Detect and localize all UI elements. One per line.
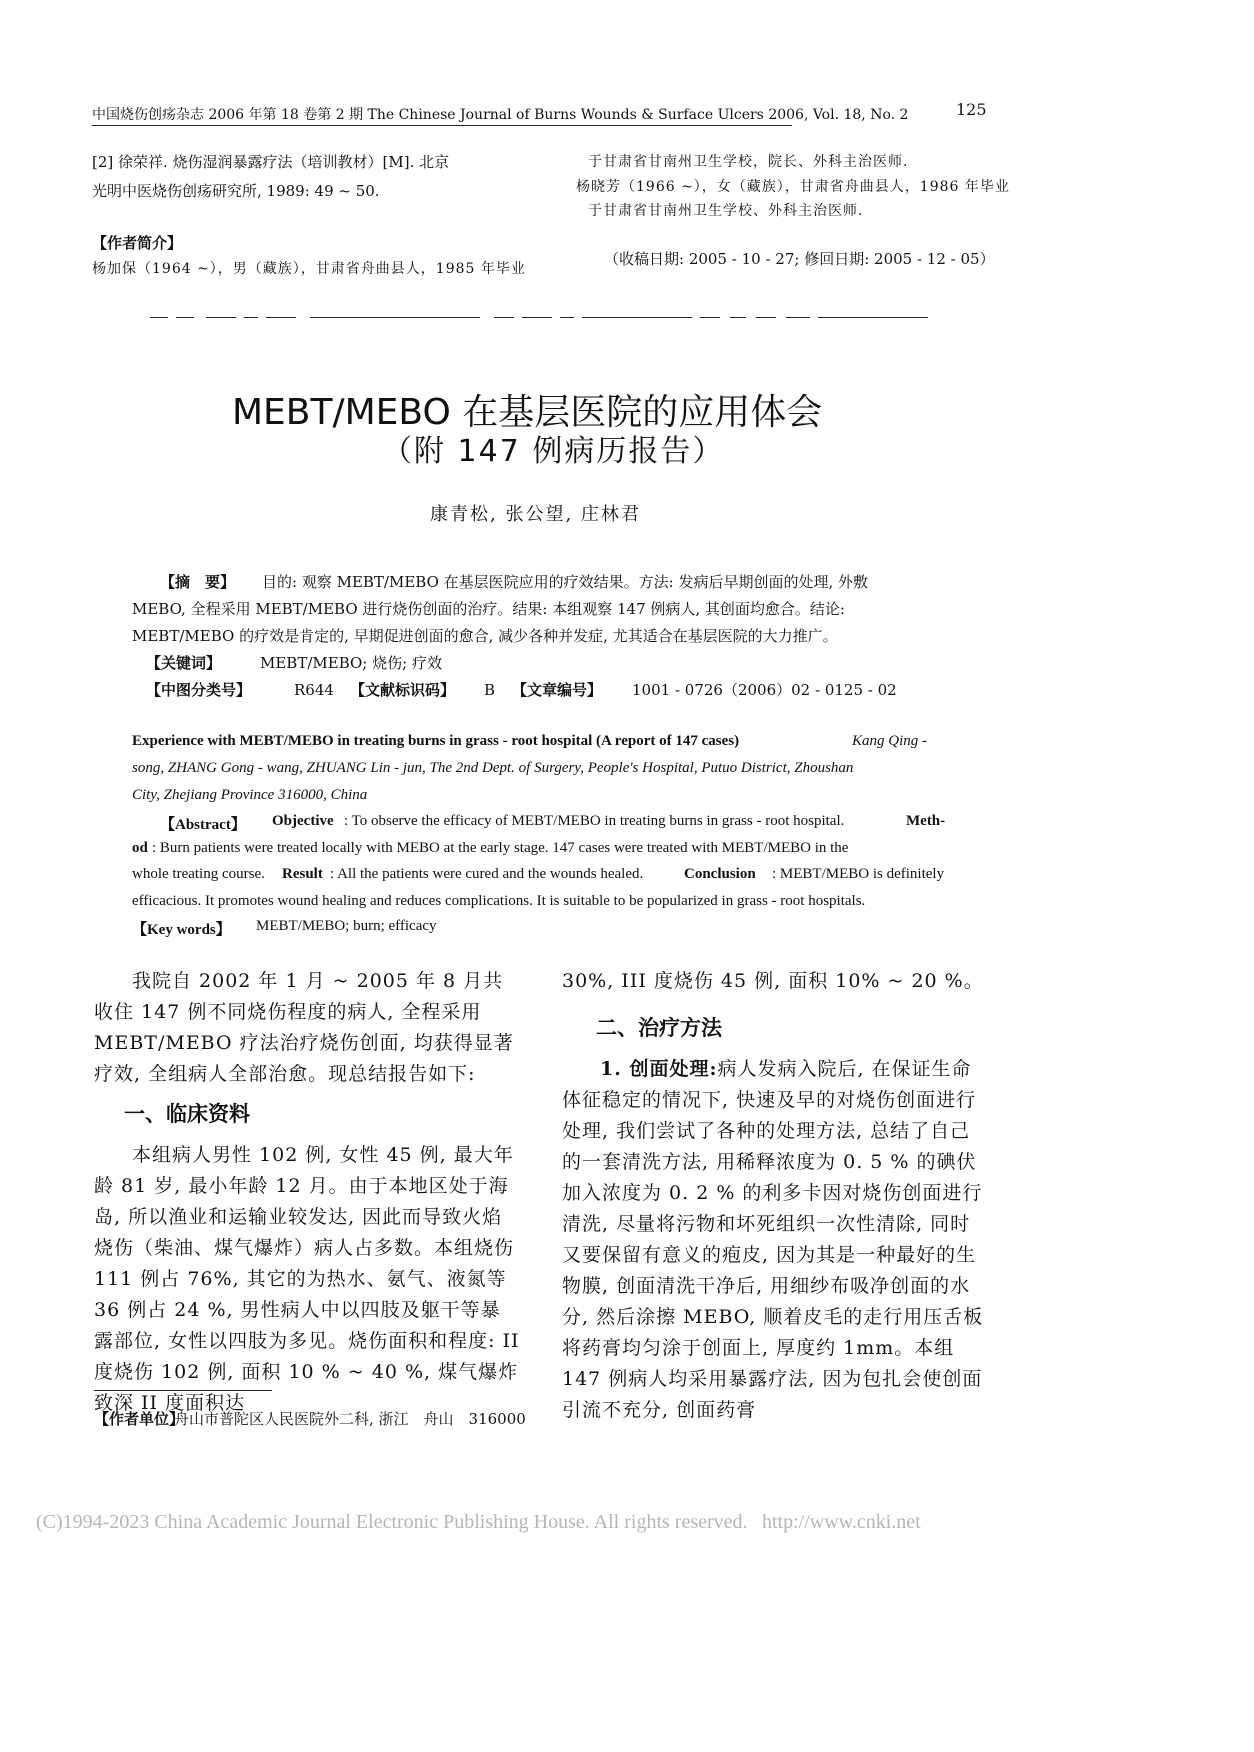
section-heading-clinical: 一、临床资料 <box>124 1102 250 1126</box>
en-method-cont: whole treating course. <box>132 866 265 882</box>
header-underline <box>92 125 792 126</box>
cnki-url[interactable]: http://www.cnki.net <box>762 1511 921 1533</box>
article-title: MEBT/MEBO 在基层医院的应用体会 <box>232 392 823 433</box>
article-subtitle: （附 147 例病历报告） <box>382 434 725 469</box>
body-intro-paragraph: 我院自 2002 年 1 月 ~ 2005 年 8 月共收住 147 例不同烧伤程度的病人, 全程采用 MEBT/MEBO 疗法治疗烧伤创面, 均获得显著疗效, 全组病人全部治愈。现总结报告如下: <box>94 970 514 1085</box>
abstract-cn-line3: MEBT/MEBO 的疗效是肯定的, 早期促进创面的愈合, 减少各种并发症, 尤其适合在基层医院的大力推广。 <box>132 627 838 645</box>
en-affiliation-line1: song, ZHANG Gong - wang, ZHUANG Lin - jun, The 2nd Dept. of Surgery, People's Hospital, Putuo District, Zhoushan <box>132 760 854 776</box>
page-number: 125 <box>956 100 987 119</box>
en-conclusion-text: : MEBT/MEBO is definitely <box>772 866 945 882</box>
en-conclusion-cont: efficacious. It promotes wound healing and reduces complications. It is suitable to be popularized in grass - root hospitals. <box>132 893 866 909</box>
keywords-cn: MEBT/MEBO; 烧伤; 疗效 <box>260 654 442 672</box>
author-intro-label: 【作者简介】 <box>92 234 183 252</box>
section-heading-treatment: 二、治疗方法 <box>596 1016 722 1040</box>
doc-code-value: B <box>484 681 496 699</box>
en-method-label-a: Meth- <box>906 813 946 829</box>
en-method-label-b: od <box>132 840 148 856</box>
en-result-text: : All the patients were cured and the wounds healed. <box>330 866 644 882</box>
en-keywords: MEBT/MEBO; burn; efficacy <box>256 918 437 934</box>
en-affiliation-line2: City, Zhejiang Province 316000, China <box>132 787 368 803</box>
author-intro-right-line2: 杨晓芳（1966 ~），女（藏族），甘肃省舟曲县人，1986 年毕业 <box>576 179 1010 195</box>
abstract-cn-line2: MEBO, 全程采用 MEBT/MEBO 进行烧伤创面的治疗。结果: 本组观察 147 例病人, 其创面均愈合。结论: <box>132 600 845 618</box>
en-result-label: Result <box>282 866 323 882</box>
article-authors: 康青松, 张公望, 庄林君 <box>430 504 641 525</box>
running-header: 中国烧伤创疡杂志 2006 年第 18 卷第 2 期 The Chinese Journal of Burns Wounds & Surface Ulcers 2006, Vol. 18, No. 2 <box>92 107 909 123</box>
section-clinical-text: 本组病人男性 102 例, 女性 45 例, 最大年龄 81 岁, 最小年龄 12 月。由于本地区处于海岛, 所以渔业和运输业较发达, 因此而导致火焰烧伤（柴油、煤气爆炸）病人占多数。本组烧伤 111 例占 76%, 其它的为热水、氨气、液氮等 36 例占 24 %, 男性病人中以四肢及躯干等暴露部位, 女性以四肢为多见。烧伤面积和程度: II 度烧伤 102 例, 面积 10 % ~ 40 %, 煤气爆炸致深 II 度面积达 <box>94 1144 520 1414</box>
author-intro-right-line1: 于甘肃省甘南州卫生学校，院长、外科主治医师. <box>588 154 909 170</box>
footnote-rule <box>94 1390 272 1391</box>
doc-code-label: 【文献标识码】 <box>350 681 456 699</box>
clc-label: 【中图分类号】 <box>146 681 252 699</box>
subheading-wound-treatment: 1. 创面处理: <box>600 1058 718 1080</box>
wound-treatment-text: 病人发病入院后, 在保证生命体征稳定的情况下, 快速及早的对烧伤创面进行处理, 我们尝试了各种的处理方法, 总结了自己的一套清洗方法, 用稀释浓度为 0. 5 % 的碘伏加入浓度为 0. 2 % 的利多卡因对烧伤创面进行清洗, 尽量将污物和坏死组织一次性清除, 同时又要保留有意义的疱皮, 因为其是一种最好的生物膜, 创面清洗干净后, 用细纱布吸净创面的水分, 然后涂擦 MEBO, 顺着皮毛的走行用压舌板将药膏均匀涂于创面上, 厚度约 1mm。本组 147 例病人均采用暴露疗法, 因为包扎会使创面引流不充分, 创面药膏 <box>562 1058 984 1421</box>
article-number-value: 1001 - 0726（2006）02 - 0125 - 02 <box>632 681 897 699</box>
abstract-cn-line1: 目的: 观察 MEBT/MEBO 在基层医院应用的疗效结果。方法: 发病后早期创面的处理, 外敷 <box>262 573 869 591</box>
footnote-affiliation: 舟山市普陀区人民医院外二科, 浙江 舟山 316000 <box>174 1410 526 1428</box>
en-objective-label: Objective <box>272 813 334 829</box>
reference-2-line2: 光明中医烧伤创疡研究所, 1989: 49 ~ 50. <box>92 182 380 200</box>
author-intro-line1: 杨加保（1964 ~），男（藏族），甘肃省舟曲县人，1985 年毕业 <box>92 261 526 277</box>
en-keywords-label: 【Key words】 <box>132 922 231 938</box>
keywords-cn-label: 【关键词】 <box>146 654 222 672</box>
copyright-footer: (C)1994-2023 China Academic Journal Electronic Publishing House. All rights reserved. <box>36 1511 748 1533</box>
en-abstract-label: 【Abstract】 <box>160 817 246 833</box>
author-intro-right-line3: 于甘肃省甘南州卫生学校、外科主治医师. <box>588 203 864 219</box>
en-method-text: : Burn patients were treated locally with MEBO at the early stage. 147 cases were treated with MEBT/MEBO in the <box>152 840 849 856</box>
footnote-label: 【作者单位】 <box>94 1410 185 1428</box>
en-conclusion-label: Conclusion <box>684 866 756 882</box>
reference-2-line1: [2] 徐荣祥. 烧伤湿润暴露疗法（培训教材）[M]. 北京 <box>92 153 450 171</box>
en-authors-start: Kang Qing - <box>852 733 927 749</box>
clc-value: R644 <box>294 681 334 699</box>
abstract-cn-label: 【摘 要】 <box>160 573 236 591</box>
article-number-label: 【文章编号】 <box>512 681 603 699</box>
received-dates: （收稿日期: 2005 - 10 - 27; 修回日期: 2005 - 12 - 05） <box>604 250 995 268</box>
body-right-continuation: 30%, III 度烧伤 45 例, 面积 10% ~ 20 %。 <box>562 970 984 992</box>
en-objective-text: : To observe the efficacy of MEBT/MEBO in treating burns in grass - root hospital. <box>344 813 845 829</box>
treatment-wound-paragraph <box>562 1054 988 1426</box>
en-title: Experience with MEBT/MEBO in treating burns in grass - root hospital (A report of 147 cases) <box>132 733 740 749</box>
